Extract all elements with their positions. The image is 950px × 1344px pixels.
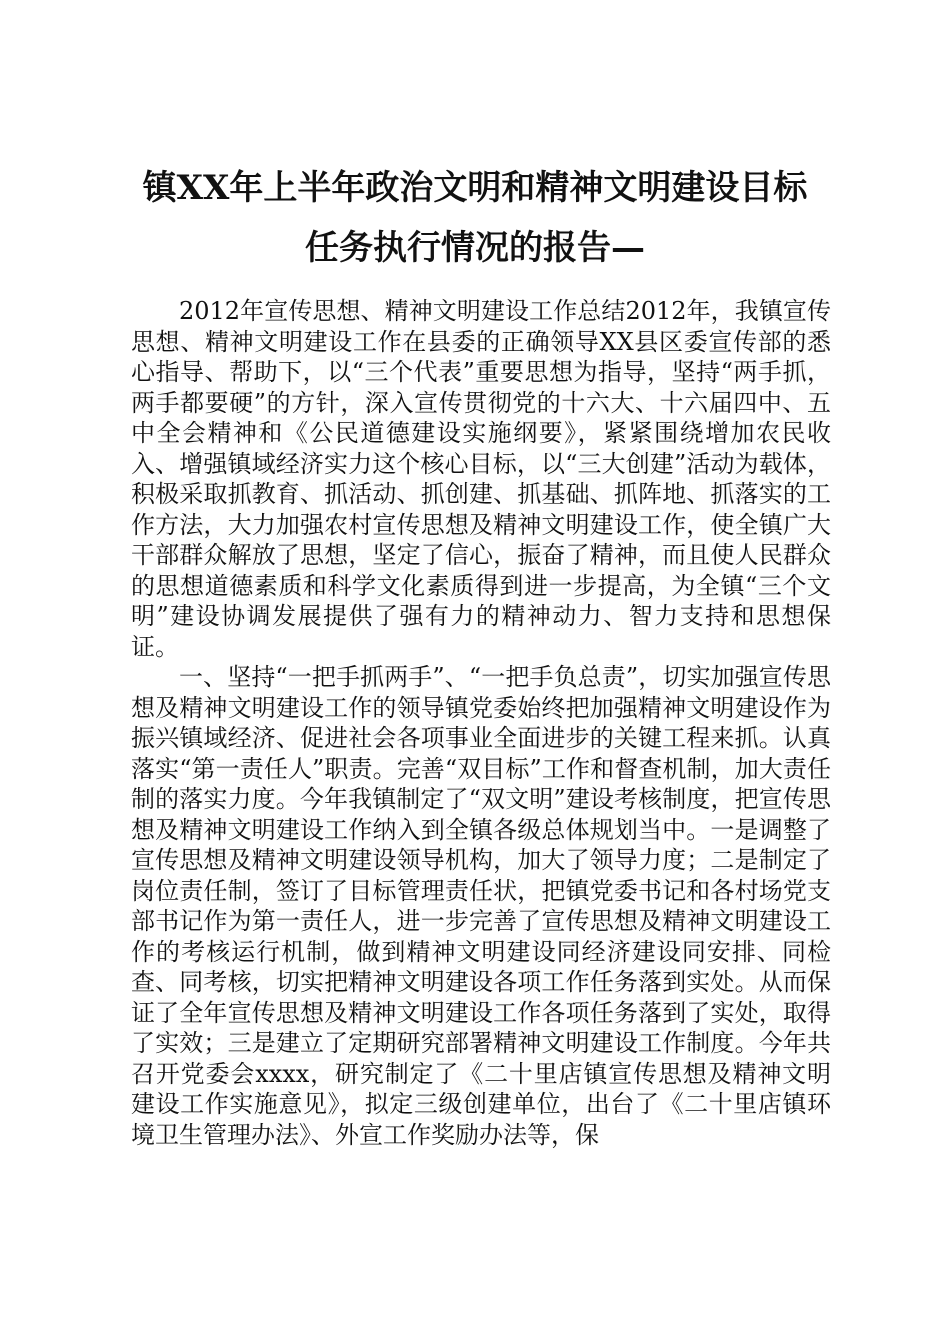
paragraph-section-1: 一、坚持“一把手抓两手”、“一把手负总责”，切实加强宣传思想及精神文明建设工作的领导镇党委始终把加强精神文明建设作为振兴镇域经济、促进社会各项事业全面进步的关键工程来抓。认真落实“第一责任人”职责。完善“双目标”工作和督查机制，加大责任制的落实力度。今年我镇制定了“双文明”建设考核制度，把宣传思想及精神文明建设工作纳入到全镇各级总体规划当中。一是调整了宣传思想及精神文明建设领导机构，加大了领导力度；二是制定了岗位责任制，签订了目标管理责任状，把镇党委书记和各村场党支部书记作为第一责任人，进一步完善了宣传思想及精神文明建设工作的考核运行机制，做到精神文明建设同经济建设同安排、同检查、同考核，切实把精神文明建设各项工作任务落到实处。从而保证了全年宣传思想及精神文明建设工作各项任务落到了实处，取得了实效；三是建立了定期研究部署精神文明建设工作制度。今年共召开党委会xxxx，研究制定了《二十里店镇宣传思想及精神文明建设工作实施意见》，拟定三级创建单位，出台了《二十里店镇环境卫生管理办法》、外宣工作奖励办法等，保 [131, 663, 831, 1149]
document-title-line-1: 镇XX年上半年政治文明和精神文明建设目标 [142, 168, 808, 208]
paragraph-intro: 2012年宣传思想、精神文明建设工作总结2012年，我镇宣传思想、精神文明建设工作在县委的正确领导XX县区委宣传部的悉心指导、帮助下，以“三个代表”重要思想为指导，坚持“两手抓，两手都要硬”的方针，深入宣传贯彻党的十六大、十六届四中、五中全会精神和《公民道德建设实施纲要》，紧紧围绕增加农民收入、增强镇域经济实力这个核心目标，以“三大创建”活动为载体，积极采取抓教育、抓活动、抓创建、抓基础、抓阵地、抓落实的工作方法，大力加强农村宣传思想及精神文明建设工作，使全镇广大干部群众解放了思想，坚定了信心，振奋了精神，而且使人民群众的思想道德素质和科学文化素质得到进一步提高，为全镇“三个文明”建设协调发展提供了强有力的精神动力、智力支持和思想保证。 [131, 297, 831, 661]
document-title-line-2: 任务执行情况的报告— [305, 228, 645, 268]
document-body [131, 296, 831, 1150]
